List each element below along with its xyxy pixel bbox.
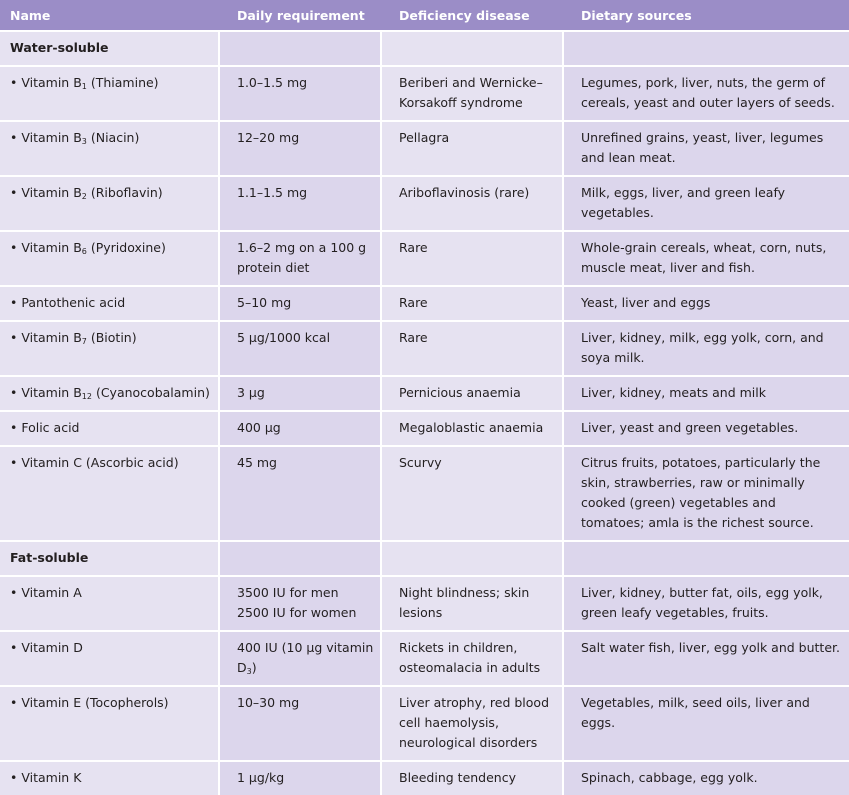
table-row <box>0 685 849 760</box>
vitamin-name: • Pantothenic acid <box>10 295 126 310</box>
dietary-sources: Milk, eggs, liver, and green leafy vegetables. <box>564 175 849 230</box>
section-row <box>0 540 849 575</box>
dietary-sources: Liver, yeast and green vegetables. <box>564 410 849 445</box>
daily-requirement: 3 µg <box>237 385 265 400</box>
header-dietary-sources: Dietary sources <box>564 0 849 30</box>
daily-requirement-cell <box>220 630 382 685</box>
daily-requirement: 10–30 mg <box>237 695 300 710</box>
vitamin-name-cell <box>0 760 220 795</box>
vitamin-name: • Vitamin B <box>10 240 82 255</box>
dietary-sources: Liver, kidney, meats and milk <box>564 375 849 410</box>
deficiency-disease: Night blindness; skin lesions <box>382 575 564 630</box>
deficiency-disease: Pernicious anaemia <box>382 375 564 410</box>
header-daily-requirement: Daily requirement <box>220 0 382 30</box>
daily-requirement-cell <box>220 230 382 285</box>
vitamin-chemical-name: (Riboflavin) <box>86 185 163 200</box>
section-empty-cell <box>564 30 849 65</box>
daily-requirement-cell <box>220 375 382 410</box>
vitamin-name: • Vitamin B <box>10 75 82 90</box>
deficiency-disease: Rare <box>382 230 564 285</box>
dietary-sources: Yeast, liver and eggs <box>564 285 849 320</box>
header-name: Name <box>0 0 220 30</box>
vitamin-name: • Vitamin B <box>10 130 82 145</box>
daily-requirement-cell <box>220 685 382 760</box>
section-title: Fat-soluble <box>0 540 220 575</box>
dietary-sources: Unrefined grains, yeast, liver, legumes and lean meat. <box>564 120 849 175</box>
vitamin-name-cell <box>0 285 220 320</box>
vitamin-name: • Vitamin B <box>10 385 82 400</box>
deficiency-disease: Megaloblastic anaemia <box>382 410 564 445</box>
vitamin-subscript: 2 <box>81 192 87 201</box>
table-row <box>0 410 849 445</box>
header-row <box>0 0 849 30</box>
daily-requirement: 1 µg/kg <box>237 770 285 785</box>
daily-requirement: 1.0–1.5 mg <box>237 75 308 90</box>
vitamin-name: • Vitamin K <box>10 770 82 785</box>
vitamin-chemical-name: (Cyanocobalamin) <box>91 385 210 400</box>
dietary-sources: Spinach, cabbage, egg yolk. <box>564 760 849 795</box>
dietary-sources: Legumes, pork, liver, nuts, the germ of cereals, yeast and outer layers of seeds. <box>564 65 849 120</box>
vitamin-name-cell <box>0 575 220 630</box>
vitamin-name: • Vitamin B <box>10 330 82 345</box>
daily-requirement-cell <box>220 175 382 230</box>
daily-requirement: 400 IU (10 µg vitamin D <box>237 640 374 675</box>
section-empty-cell <box>382 540 564 575</box>
deficiency-disease: Rare <box>382 320 564 375</box>
vitamin-name: • Vitamin E (Tocopherols) <box>10 695 169 710</box>
vitamin-subscript: 7 <box>81 337 87 346</box>
section-empty-cell <box>382 30 564 65</box>
vitamin-name: • Vitamin C (Ascorbic acid) <box>10 455 179 470</box>
vitamin-name-cell <box>0 445 220 540</box>
dietary-sources: Citrus fruits, potatoes, particularly the skin, strawberries, raw or minimally cooked (green) vegetables and tomatoes; amla is the richest source. <box>564 445 849 540</box>
dietary-sources: Liver, kidney, butter fat, oils, egg yolk, green leafy vegetables, fruits. <box>564 575 849 630</box>
table-row <box>0 230 849 285</box>
table-row <box>0 285 849 320</box>
section-empty-cell <box>220 540 382 575</box>
vitamin-chemical-name: (Pyridoxine) <box>86 240 166 255</box>
vitamin-name: • Vitamin A <box>10 585 82 600</box>
daily-requirement: 12–20 mg <box>237 130 300 145</box>
vitamin-name-cell <box>0 65 220 120</box>
header-deficiency-disease: Deficiency disease <box>382 0 564 30</box>
vitamin-name-cell <box>0 375 220 410</box>
vitamin-name-cell <box>0 685 220 760</box>
deficiency-disease: Rickets in children, osteomalacia in adults <box>382 630 564 685</box>
dietary-sources: Salt water fish, liver, egg yolk and butter. <box>564 630 849 685</box>
vitamin-name-cell <box>0 175 220 230</box>
daily-requirement-cell <box>220 445 382 540</box>
table-row <box>0 375 849 410</box>
vitamin-chemical-name: (Biotin) <box>86 330 137 345</box>
daily-requirement: 45 mg <box>237 455 277 470</box>
vitamin-chemical-name: (Niacin) <box>86 130 140 145</box>
deficiency-disease: Scurvy <box>382 445 564 540</box>
deficiency-disease: Rare <box>382 285 564 320</box>
vitamin-name-cell <box>0 320 220 375</box>
vitamin-name-cell <box>0 410 220 445</box>
daily-requirement-cell <box>220 65 382 120</box>
daily-requirement-cell <box>220 410 382 445</box>
table-row <box>0 760 849 795</box>
vitamin-subscript: 1 <box>81 82 87 91</box>
daily-requirement: 1.1–1.5 mg <box>237 185 308 200</box>
deficiency-disease: Liver atrophy, red blood cell haemolysis, neurological disorders <box>382 685 564 760</box>
requirement-subscript: 3 <box>246 667 252 676</box>
deficiency-disease: Ariboflavinosis (rare) <box>382 175 564 230</box>
table-row <box>0 575 849 630</box>
vitamin-name: • Folic acid <box>10 420 80 435</box>
daily-requirement-cell <box>220 285 382 320</box>
daily-requirement-cell <box>220 120 382 175</box>
daily-requirement: 3500 IU for men 2500 IU for women <box>237 585 357 620</box>
section-empty-cell <box>220 30 382 65</box>
vitamin-name-cell <box>0 120 220 175</box>
dietary-sources: Liver, kidney, milk, egg yolk, corn, and soya milk. <box>564 320 849 375</box>
table-row <box>0 320 849 375</box>
section-row <box>0 30 849 65</box>
vitamin-name: • Vitamin B <box>10 185 82 200</box>
daily-requirement-cell <box>220 575 382 630</box>
vitamin-name-cell <box>0 630 220 685</box>
daily-requirement: 1.6–2 mg on a 100 g protein diet <box>237 240 367 275</box>
daily-requirement: 5–10 mg <box>237 295 292 310</box>
deficiency-disease: Bleeding tendency <box>382 760 564 795</box>
daily-requirement-cell <box>220 320 382 375</box>
vitamin-subscript: 3 <box>81 137 87 146</box>
dietary-sources: Whole-grain cereals, wheat, corn, nuts, muscle meat, liver and fish. <box>564 230 849 285</box>
requirement-suffix: ) <box>251 660 257 675</box>
daily-requirement: 400 µg <box>237 420 281 435</box>
section-empty-cell <box>564 540 849 575</box>
vitamin-name: • Vitamin D <box>10 640 83 655</box>
table-row <box>0 630 849 685</box>
table-row <box>0 65 849 120</box>
section-title: Water-soluble <box>0 30 220 65</box>
table-row <box>0 120 849 175</box>
deficiency-disease: Beriberi and Wernicke–Korsakoff syndrome <box>382 65 564 120</box>
vitamin-name-cell <box>0 230 220 285</box>
table-row <box>0 445 849 540</box>
daily-requirement: 5 µg/1000 kcal <box>237 330 331 345</box>
vitamin-chemical-name: (Thiamine) <box>86 75 159 90</box>
vitamin-subscript: 6 <box>81 247 87 256</box>
deficiency-disease: Pellagra <box>382 120 564 175</box>
daily-requirement-cell <box>220 760 382 795</box>
dietary-sources: Vegetables, milk, seed oils, liver and eggs. <box>564 685 849 760</box>
vitamin-subscript: 12 <box>81 392 92 401</box>
table-row <box>0 175 849 230</box>
